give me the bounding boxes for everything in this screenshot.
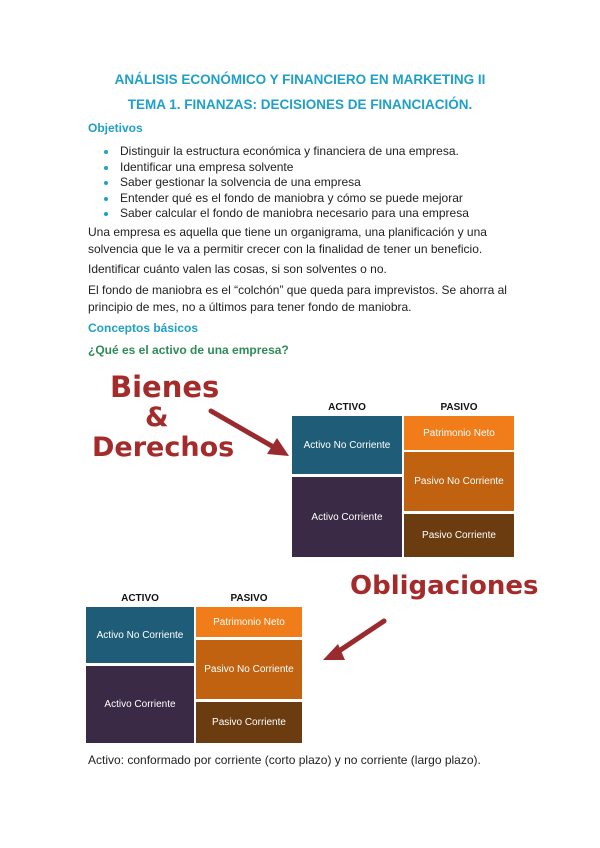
objective-item: Distinguir la estructura económica y financiera de una empresa. bbox=[100, 144, 540, 160]
pasivo-label: PASIVO bbox=[440, 402, 478, 413]
callout-ampersand: & bbox=[145, 402, 169, 433]
arrow-icon bbox=[318, 615, 393, 665]
activo-label: ACTIVO bbox=[328, 402, 366, 413]
activo-corriente-box: Activo Corriente bbox=[86, 666, 194, 743]
document-subtitle: TEMA 1. FINANZAS: DECISIONES DE FINANCIACIÓN. bbox=[127, 97, 473, 112]
paragraph-valor: Identificar cuánto valen las cosas, si son solventes o no. bbox=[88, 262, 387, 276]
callout-bienes: Bienes bbox=[110, 370, 220, 404]
footer-activo-text: Activo: conformado por corriente (corto plazo) y no corriente (largo plazo). bbox=[88, 753, 481, 767]
pasivo-no-corriente-box: Pasivo No Corriente bbox=[404, 452, 514, 511]
pasivo-label: PASIVO bbox=[230, 593, 268, 604]
objectives-heading: Objetivos bbox=[88, 121, 143, 135]
document-title: ANÁLISIS ECONÓMICO Y FINANCIERO EN MARKETING II bbox=[114, 72, 486, 87]
objective-item: Saber gestionar la solvencia de una empresa bbox=[100, 175, 540, 191]
objective-item: Entender qué es el fondo de maniobra y cómo se puede mejorar bbox=[100, 191, 540, 207]
pasivo-corriente-box: Pasivo Corriente bbox=[196, 702, 302, 743]
patrimonio-neto-box: Patrimonio Neto bbox=[196, 607, 302, 637]
objective-item: Identificar una empresa solvente bbox=[100, 160, 540, 176]
callout-obligaciones: Obligaciones bbox=[350, 571, 539, 601]
paragraph-fondo-maniobra: El fondo de maniobra es el “colchón” que queda para imprevistos. Se ahorra al principio de mes, no a últimos para tener fondo de maniobra. bbox=[88, 283, 507, 314]
activo-corriente-box: Activo Corriente bbox=[292, 477, 402, 557]
pasivo-corriente-box: Pasivo Corriente bbox=[404, 514, 514, 557]
callout-derechos: Derechos bbox=[92, 432, 235, 463]
objective-item: Saber calcular el fondo de maniobra necesario para una empresa bbox=[100, 206, 540, 222]
concepts-heading: Conceptos básicos bbox=[88, 321, 199, 335]
objectives-list bbox=[100, 144, 540, 222]
question-heading: ¿Qué es el activo de una empresa? bbox=[88, 343, 289, 357]
pasivo-no-corriente-box: Pasivo No Corriente bbox=[196, 640, 302, 699]
activo-no-corriente-box: Activo No Corriente bbox=[86, 607, 194, 663]
arrow-icon bbox=[205, 405, 295, 460]
patrimonio-neto-box: Patrimonio Neto bbox=[404, 416, 514, 450]
activo-label: ACTIVO bbox=[121, 593, 159, 604]
paragraph-empresa: Una empresa es aquella que tiene un organigrama, una planificación y una solvencia que le va a permitir crecer con la finalidad de tener un beneficio. bbox=[88, 225, 487, 256]
activo-no-corriente-box: Activo No Corriente bbox=[292, 416, 402, 474]
